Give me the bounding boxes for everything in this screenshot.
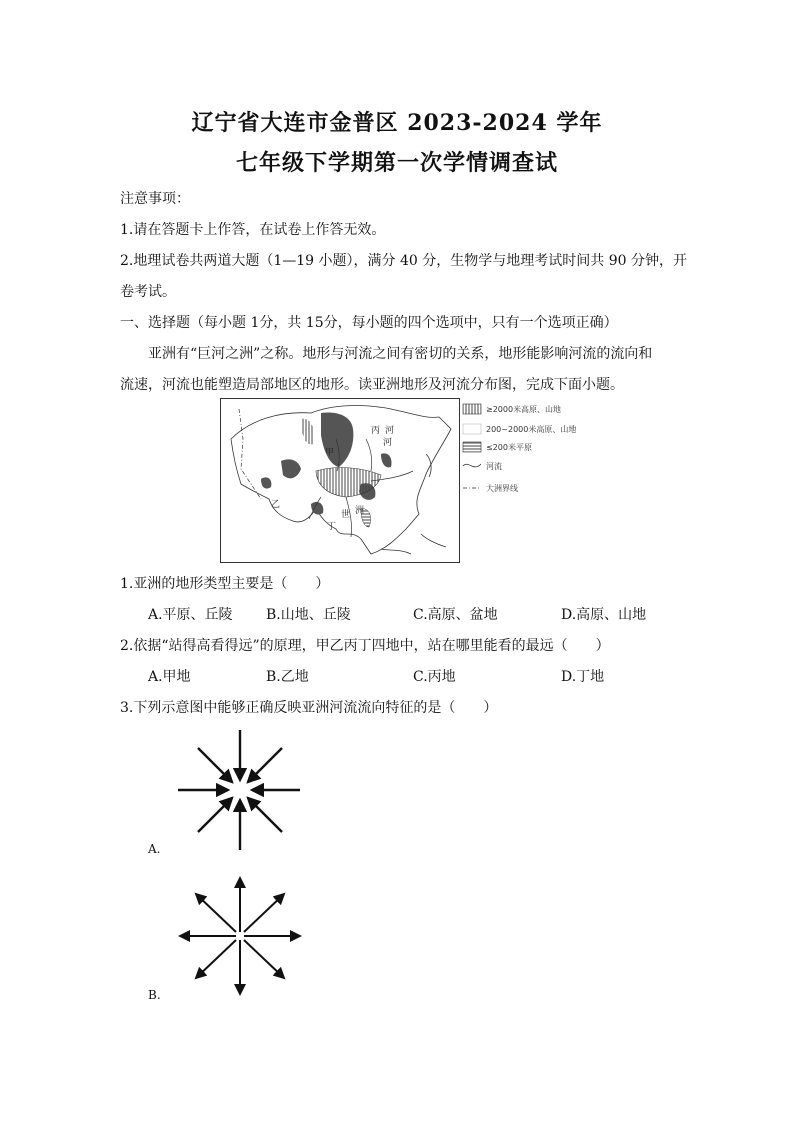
asia-terrain-map [220,398,460,563]
notes-item-1: 1.请在答题卡上作答，在试卷上作答无效。 [120,222,386,238]
question-1-option-a: A.平原、丘陵 [148,607,233,623]
legend-label-river: 河流 [486,462,502,471]
notes-heading: 注意事项： [120,191,190,207]
notes-item-2-line1: 2.地理试卷共两道大题（1—19 小题），满分 40 分，生物学与地理考试时间共 90 分钟，开 [120,253,687,269]
map-label-jia: 甲 [325,448,335,458]
question-3-stem: 3.下列示意图中能够正确反映亚洲河流流向特征的是（ ） [120,700,498,716]
question-2-option-b: B.乙地 [266,669,309,685]
question-1-stem: 1.亚洲的地形类型主要是（ ） [120,576,330,592]
question-2-stem: 2.依据“站得高看得远”的原理，甲乙丙丁四地中，站在哪里能看的最远（ ） [120,638,610,654]
section1-heading: 一、选择题（每小题 1分，共 15分，每小题的四个选项中，只有一个选项正确） [120,315,618,331]
legend-blank-icon [463,424,481,434]
question-1-option-d: D.高原、山地 [561,607,647,623]
legend-label-plain: ≤200米平原 [486,443,532,452]
option-a-inward-arrows-diagram [176,728,302,852]
asia-map-svg [221,399,459,562]
question-2-option-d: D.丁地 [561,669,605,685]
map-label-shi: 世 [341,510,351,520]
question-3-option-b-label: B. [148,988,161,1002]
legend-icons [462,400,486,500]
map-label-ding: 丁 [327,522,337,532]
question-3-option-a-label: A. [148,842,161,856]
map-label-yi: 乙 [271,500,281,510]
legend-vertical-hatch-icon [463,404,481,414]
section1-intro-line2: 流速，河流也能塑造局部地区的地形。读亚洲地形及河流分布图，完成下面小题。 [120,377,624,393]
legend-horizontal-hatch-icon [463,442,481,452]
legend-label-midland: 200~2000米高原、山地 [486,425,577,434]
question-2-option-c: C.丙地 [413,669,456,685]
legend-label-boundary: 大洲界线 [486,484,518,493]
option-b-outward-arrows-diagram [176,874,304,998]
map-legend [462,400,577,500]
map-label-bing: 丙 [371,426,381,436]
map-label-he-2: 河 [383,438,393,448]
question-1-option-b: B.山地、丘陵 [266,607,351,623]
map-label-zhou: 洲 [355,506,365,516]
map-label-he-1: 河 [385,426,395,436]
page-title-line2: 七年级下学期第一次学情调查试 [235,150,558,176]
legend-label-highland: ≥2000米高原、山地 [486,405,562,414]
question-1-option-c: C.高原、盆地 [413,607,498,623]
section1-intro-line1: 亚洲有“巨河之洲”之称。地形与河流之间有密切的关系，地形能影响河流的流向和 [148,346,653,362]
page-title-line1: 辽宁省大连市金普区 2023-2024 学年 [191,110,603,136]
notes-item-2-line2: 卷考试。 [120,284,176,300]
legend-river-icon [463,464,481,467]
question-2-option-a: A.甲地 [148,669,191,685]
